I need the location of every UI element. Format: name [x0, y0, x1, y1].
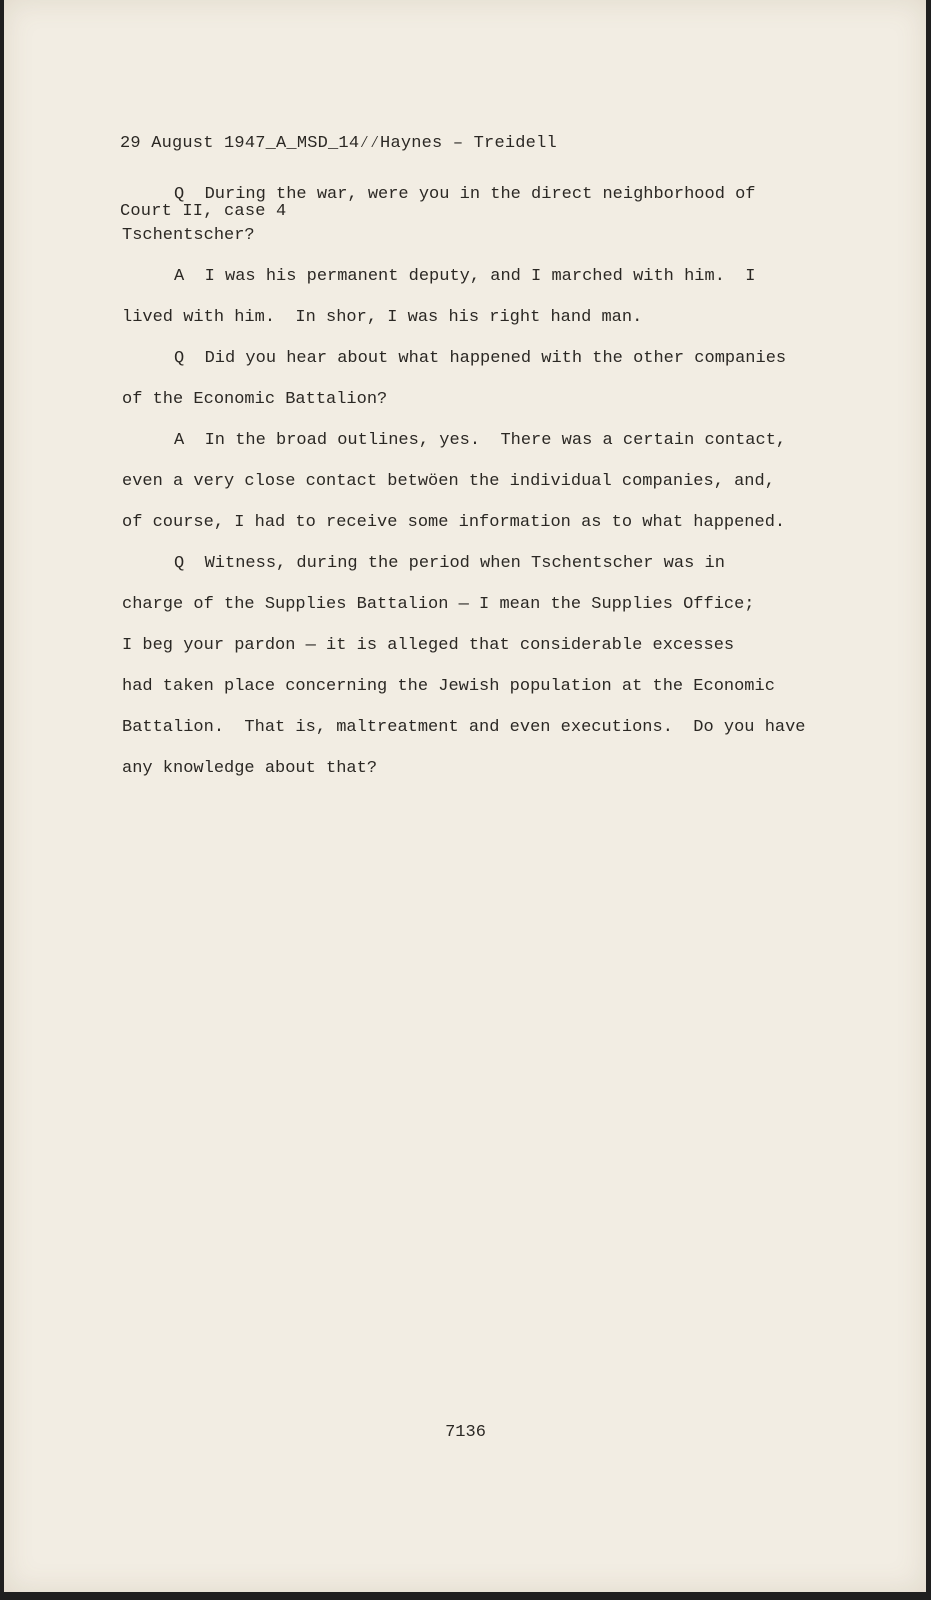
text-line: had taken place concerning the Jewish population at the Economic	[122, 677, 775, 696]
paragraph-q3	[122, 553, 812, 799]
text-line: charge of the Supplies Battalion — I mean the Supplies Office;	[122, 595, 755, 614]
text-line: I beg your pardon — it is alleged that considerable excesses	[122, 636, 735, 655]
text-line: even a very close contact betwöen the individual companies, and,	[122, 472, 775, 491]
text-line: of course, I had to receive some information as to what happened.	[122, 513, 786, 532]
paragraph-a2	[122, 430, 812, 553]
page-number: 7136	[445, 1423, 486, 1442]
text-line: A I was his permanent deputy, and I marched with him. I	[174, 267, 756, 286]
paragraph-q1	[122, 184, 812, 266]
text-line: lived with him. In shor, I was his right hand man.	[122, 308, 643, 327]
text-line: Tschentscher?	[122, 226, 255, 245]
text-line: Q Witness, during the period when Tschentscher was in	[174, 554, 725, 573]
text-line: any knowledge about that?	[122, 759, 378, 778]
text-line: Q During the war, were you in the direct neighborhood of	[174, 185, 756, 204]
header-court-line: Court II, case 4	[120, 202, 287, 221]
paragraph-q2	[122, 348, 812, 430]
header-date-line: 29 August 1947_A_MSD_14⁄⁄Haynes – Treidell	[120, 134, 557, 153]
text-line: A In the broad outlines, yes. There was a certain contact,	[174, 431, 787, 450]
text-line: of the Economic Battalion?	[122, 390, 388, 409]
paragraph-a1	[122, 266, 812, 348]
text-line: Battalion. That is, maltreatment and even executions. Do you have	[122, 718, 806, 737]
transcript-body	[122, 184, 812, 799]
text-line: Q Did you hear about what happened with the other companies	[174, 349, 787, 368]
